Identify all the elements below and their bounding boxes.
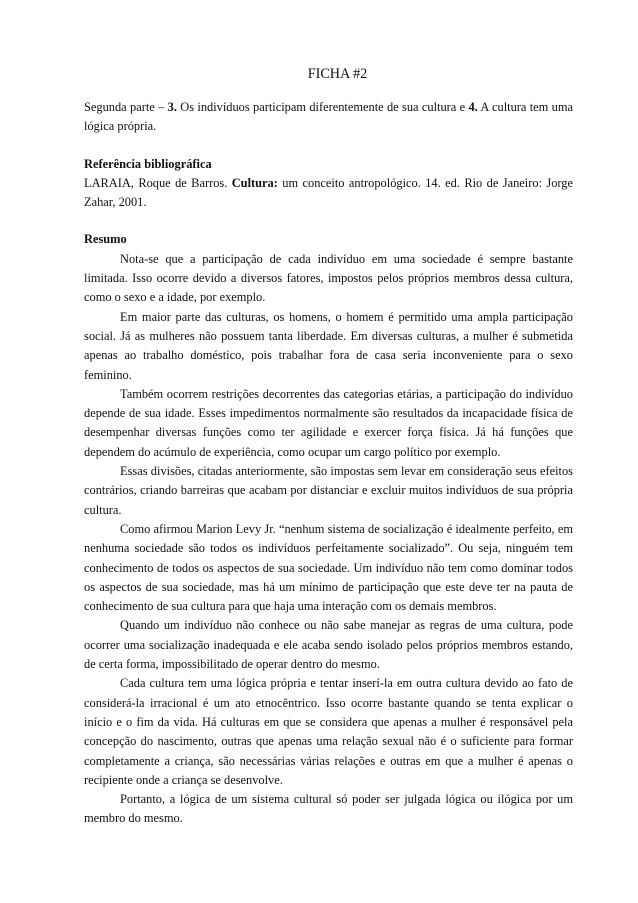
summary-paragraph-1: Nota-se que a participação de cada indivíduo em uma sociedade é sempre bastante limitada. Isso ocorre devido a diversos fatores, impostos pelos próprios membros dessa cultura, como o sexo e a idade, por exemplo. [84, 251, 573, 305]
summary-heading: Resumo [84, 232, 127, 247]
intro-prefix: Segunda parte – [84, 100, 168, 114]
intro-number-3: 3. [167, 100, 177, 114]
summary-paragraph-6: Quando um indivíduo não conhece ou não sabe manejar as regras de uma cultura, pode ocorrer uma socialização inadequada e ele acaba sendo isolado pelos próprios membros estando, de certa forma, impossibilitado de operar dentro do mesmo. [84, 618, 573, 672]
intro-middle: Os indivíduos participam diferentemente de sua cultura e [176, 100, 469, 114]
summary-paragraph-8: Portanto, a lógica de um sistema cultural só poder ser julgada lógica ou ilógica por um membro do mesmo. [84, 792, 573, 826]
summary-paragraph-2: Em maior parte das culturas, os homens, o homem é permitido uma ampla participação social. Já as mulheres não possuem tanta liberdade. Em diversas culturas, a mulher é submetida apenas ao trabalho doméstico, pois trabalhar fora de casa seria inconveniente para o sexo feminino. [84, 309, 573, 382]
summary-paragraph-4: Essas divisões, citadas anteriormente, são impostas sem levar em consideração seus efeitos contrários, criando barreiras que acabam por distanciar e excluir muitos indivíduos de sua própria cultura. [84, 464, 573, 517]
summary-paragraph-5: Como afirmou Marion Levy Jr. “nenhum sistema de socialização é idealmente perfeito, em nenhuma sociedade são todos os indivíduos perfeitamente socializado”. Ou seja, ninguém tem conhecimento de todos os aspectos de sua sociedade. Um indivíduo não tem como dominar todos os aspectos de sua sociedade, mas há um mínimo de participação que este deve ter na pauta de conhecimento de sua cultura para que haja uma interação com os demais membros. [84, 521, 573, 614]
intro-suffix: A cultura tem uma lógica própria. [84, 100, 573, 134]
intro-number-4: 4. [468, 100, 478, 114]
intro-line [84, 98, 573, 137]
reference-citation [84, 174, 573, 213]
summary-paragraph-3: Também ocorrem restrições decorrentes das categorias etárias, a participação do indivíduo depende de sua idade. Esses impedimentos normalmente são resultados da incapacidade física de desempenhar diversas funções como ter agilidade e exercer força física. Já há funções que dependem do acúmulo de experiência, como ocupar um cargo político por exemplo. [84, 386, 573, 459]
page-title: FICHA #2 [307, 66, 368, 82]
reference-work-title: Cultura: [231, 175, 278, 190]
reference-author: LARAIA, Roque de Barros. [84, 175, 232, 190]
reference-heading: Referência bibliográfica [84, 156, 212, 171]
reference-details: um conceito antropológico. 14. ed. Rio de Janeiro: Jorge Zahar, 2001. [84, 175, 573, 210]
summary-paragraph-7: Cada cultura tem uma lógica própria e tentar inserí-la em outra cultura devido ao fato de considerá-la irracional é um ato etnocêntrico. Isso ocorre bastante quando se tenta explicar o início e o fim da vida. Há culturas em que se considera que apenas a mulher é responsável pela concepção do nascimento, outras que apenas uma relação sexual não é o suficiente para formar completamente a criança, são necessárias várias relações e outras em que a mulher é apenas o recipiente onde a criança se desenvolve. [84, 676, 573, 787]
